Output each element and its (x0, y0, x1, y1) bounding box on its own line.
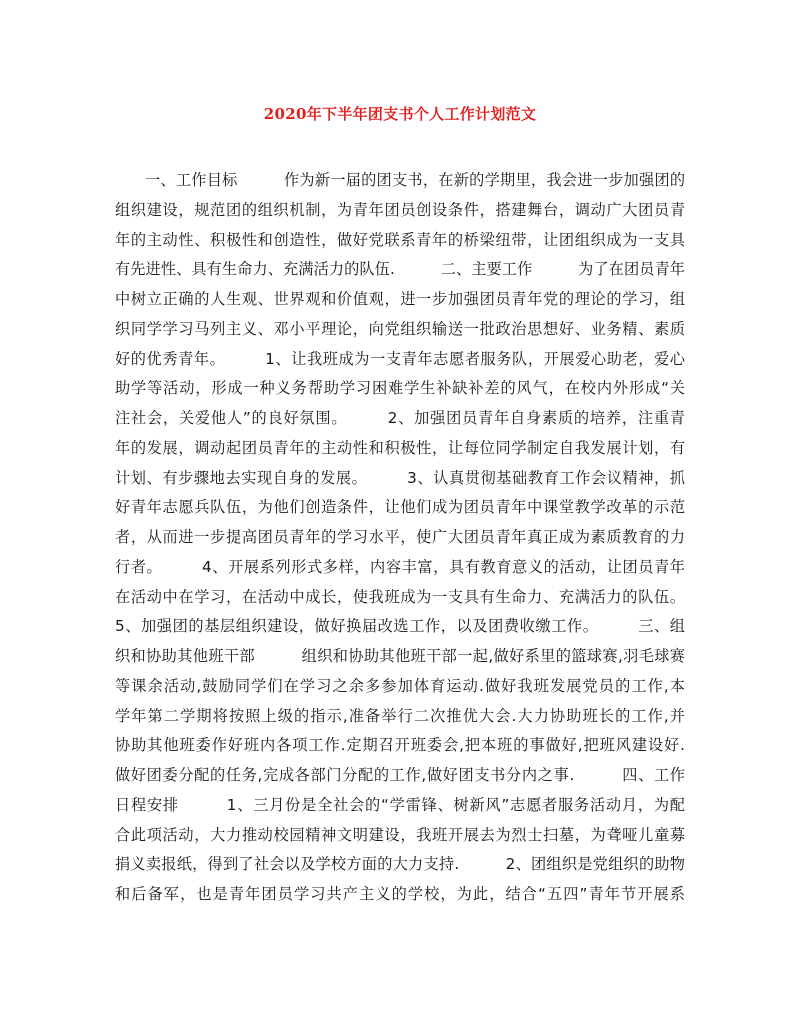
body-line: 日程安排 1、三月份是全社会的“学雷锋、树新风”志愿者服务活动月，为配 (115, 795, 685, 814)
body-line: 合此项活动，大力推动校园精神文明建设，我班开展去为烈士扫墓，为聋哑儿童募 (115, 825, 685, 844)
body-line: 在活动中在学习，在活动中成长，使我班成为一支具有生命力、充满活力的队伍。 (115, 587, 685, 606)
body-line: 好青年志愿兵队伍，为他们创造条件，让他们成为团员青年中课堂教学改革的示范 (115, 498, 685, 517)
body-line: 织和协助其他班干部 组织和协助其他班干部一起,做好系里的篮球赛,羽毛球赛 (115, 647, 685, 665)
body-line: 者，从而进一步提高团员青年的学习水平，使广大团员青年真正成为素质教育的力 (115, 528, 685, 546)
body-line: 做好团委分配的任务,完成各部门分配的工作,做好团支书分内之事. 四、工作 (115, 766, 685, 784)
body-line: 中树立正确的人生观、世界观和价值观，进一步加强团员青年党的理论的学习，组 (115, 290, 685, 308)
body-line: 5、加强团的基层组织建设，做好换届改选工作，以及团费收缴工作。 三、组 (115, 617, 685, 636)
body-line: 一、工作目标 作为新一届的团支书，在新的学期里，我会进一步加强团的 (145, 171, 685, 189)
body-line: 年的主动性、积极性和创造性，做好党联系青年的桥梁纽带，让团组织成为一支具 (115, 230, 685, 249)
body-line: 和后备军，也是青年团员学习共产主义的学校，为此，结合“五四”青年节开展系 (115, 885, 685, 903)
body-line: 学年第二学期将按照上级的指示,准备举行二次推优大会.大力协助班长的工作,并 (115, 706, 685, 725)
document-body (115, 166, 685, 910)
body-line: 注社会，关爱他人”的良好氛围。 2、加强团员青年自身素质的培养，注重青 (115, 409, 685, 427)
body-line: 助学等活动，形成一种义务帮助学习困难学生补缺补差的风气，在校内外形成“关 (115, 379, 685, 398)
body-line: 等课余活动,鼓励同学们在学习之余多参加体育运动.做好我班发展党员的工作,本 (115, 676, 685, 695)
body-line: 年的发展，调动起团员青年的主动性和积极性，让每位同学制定自我发展计划，有 (115, 438, 685, 457)
body-line: 计划、有步骤地去实现自身的发展。 3、认真贯彻基础教育工作会议精神，抓 (115, 468, 685, 487)
body-line: 好的优秀青年。 1、让我班成为一支青年志愿者服务队，开展爱心助老，爱心 (115, 349, 685, 368)
body-line: 织同学学习马列主义、邓小平理论，向党组织输送一批政治思想好、业务精、素质 (115, 319, 685, 338)
body-line: 组织建设，规范团的组织机制，为青年团员创设条件，搭建舞台，调动广大团员青 (115, 200, 685, 219)
body-line: 行者。 4、开展系列形式多样，内容丰富，具有教育意义的活动，让团员青年 (115, 557, 685, 576)
body-line: 有先进性、具有生命力、充满活力的队伍. 二、主要工作 为了在团员青年 (115, 260, 685, 279)
document-title: 2020年下半年团支书个人工作计划范文 (263, 105, 537, 123)
body-line: 捐义卖报纸，得到了社会以及学校方面的大力支持. 2、团组织是党组织的助物 (115, 855, 685, 874)
body-line: 协助其他班委作好班内各项工作.定期召开班委会,把本班的事做好,把班风建设好. (115, 736, 685, 755)
